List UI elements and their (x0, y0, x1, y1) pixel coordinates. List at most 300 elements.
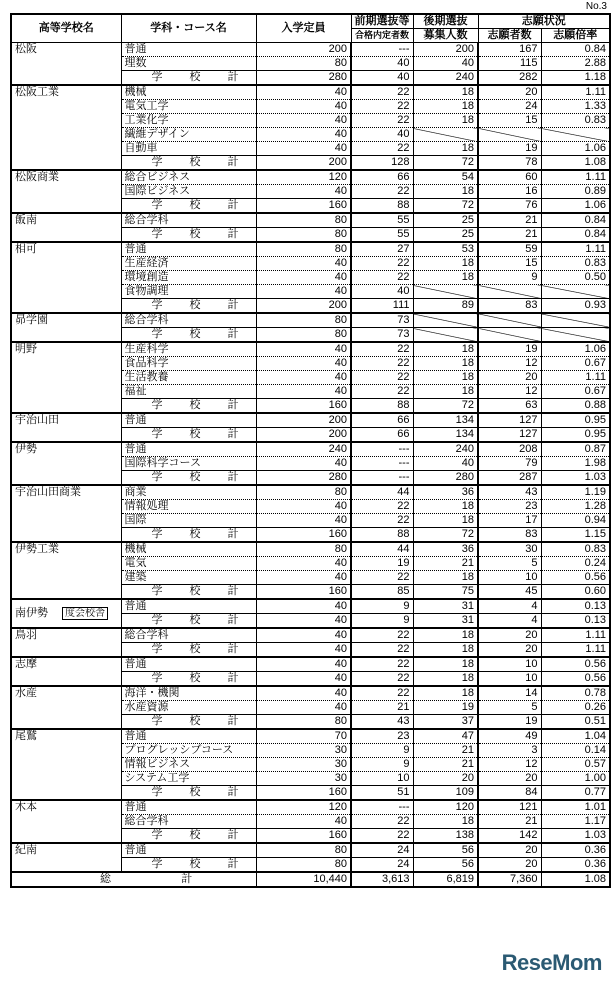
school-name-cell (11, 729, 121, 800)
applicants-cell: 4 (478, 599, 541, 614)
early-admit-cell: 22 (351, 271, 413, 285)
total-ratio-cell: 0.84 (541, 228, 610, 243)
early-admit-cell: 66 (351, 170, 413, 185)
school-name: 南伊勢 (15, 607, 48, 619)
applicants-cell: 3 (478, 744, 541, 758)
total-label-char: 校 (189, 643, 201, 655)
total-capacity-cell: 160 (256, 199, 351, 214)
total-label-char: 校 (189, 829, 201, 841)
total-ratio-cell: 0.13 (541, 614, 610, 629)
header-school: 高等学校名 (11, 14, 121, 43)
late-quota-cell: 240 (413, 442, 478, 457)
late-quota-cell (413, 313, 478, 328)
total-label-char: 校 (189, 715, 201, 727)
total-label-char: 校 (189, 428, 201, 440)
table-row (11, 43, 610, 57)
applicants-cell: 20 (478, 371, 541, 385)
total-label-char: 校 (189, 299, 201, 311)
early-admit-cell: 44 (351, 485, 413, 500)
total-early-admit-cell: 22 (351, 829, 413, 844)
school-name: 尾鷲 (15, 730, 37, 742)
ratio-cell: 1.19 (541, 485, 610, 500)
table-row (11, 628, 610, 643)
ratio-cell: 0.83 (541, 542, 610, 557)
total-label-char: 学 (151, 156, 163, 168)
applicants-cell: 20 (478, 772, 541, 786)
school-name-cell (11, 843, 121, 872)
course-name: 電気工学 (121, 100, 256, 114)
total-early-admit-cell: 22 (351, 643, 413, 658)
early-admit-cell: 22 (351, 257, 413, 271)
ratio-cell (541, 285, 610, 299)
school-total-label (121, 156, 256, 171)
early-admit-cell: --- (351, 43, 413, 57)
course-name: 総合学科 (121, 213, 256, 228)
capacity-cell: 40 (256, 686, 351, 701)
ratio-cell: 1.11 (541, 170, 610, 185)
total-capacity-cell: 280 (256, 71, 351, 86)
applicants-cell: 16 (478, 185, 541, 199)
total-label-char: 学 (151, 428, 163, 440)
total-label-char: 計 (227, 156, 239, 168)
ratio-cell: 1.06 (541, 342, 610, 357)
header-early-bottom: 合格内定者数 (351, 29, 413, 43)
early-admit-cell: 73 (351, 313, 413, 328)
school-name-cell (11, 43, 121, 86)
total-label-char: 計 (227, 858, 239, 870)
total-label-char: 計 (227, 228, 239, 240)
table-row (11, 170, 610, 185)
applicants-cell: 43 (478, 485, 541, 500)
course-name: 生活教養 (121, 371, 256, 385)
total-late-quota-cell: 18 (413, 643, 478, 658)
total-applicants-cell: 83 (478, 528, 541, 543)
late-quota-cell: 18 (413, 657, 478, 672)
ratio-cell: 0.56 (541, 657, 610, 672)
capacity-cell: 80 (256, 542, 351, 557)
school-name-cell (11, 542, 121, 599)
early-admit-cell: 22 (351, 815, 413, 829)
total-late-quota-cell: 240 (413, 71, 478, 86)
total-label-char: 計 (227, 786, 239, 798)
applicants-cell: 20 (478, 628, 541, 643)
applicants-cell: 5 (478, 701, 541, 715)
total-applicants-cell: 83 (478, 299, 541, 314)
total-label-char: 校 (189, 399, 201, 411)
grand-early-admit-cell: 3,613 (351, 872, 413, 887)
total-label-char: 校 (189, 199, 201, 211)
course-name: 普通 (121, 657, 256, 672)
early-admit-cell: 9 (351, 758, 413, 772)
table-row (11, 85, 610, 100)
total-early-admit-cell: 85 (351, 585, 413, 600)
total-label-char: 計 (227, 328, 239, 340)
applicants-cell: 10 (478, 657, 541, 672)
total-label-char: 計 (227, 829, 239, 841)
total-capacity-cell: 160 (256, 829, 351, 844)
capacity-cell: 40 (256, 185, 351, 199)
school-name: 松阪商業 (15, 171, 59, 183)
applicants-cell: 12 (478, 385, 541, 399)
total-label-char: 学 (151, 643, 163, 655)
school-name: 宇治山田 (15, 414, 59, 426)
total-label-char: 校 (189, 71, 201, 83)
late-quota-cell: 120 (413, 800, 478, 815)
course-name: 工業化学 (121, 114, 256, 128)
total-applicants-cell: 45 (478, 585, 541, 600)
total-label-char: 計 (227, 528, 239, 540)
ratio-cell: 0.95 (541, 413, 610, 428)
total-early-admit-cell: 88 (351, 399, 413, 414)
total-label-char: 学 (151, 399, 163, 411)
total-ratio-cell: 0.77 (541, 786, 610, 801)
total-applicants-cell: 287 (478, 471, 541, 486)
course-name: 普通 (121, 800, 256, 815)
capacity-cell: 80 (256, 242, 351, 257)
header-late-bottom: 募集人数 (413, 29, 478, 43)
course-name: 食物調理 (121, 285, 256, 299)
total-ratio-cell: 1.03 (541, 471, 610, 486)
applicants-cell: 15 (478, 114, 541, 128)
ratio-cell: 0.50 (541, 271, 610, 285)
early-admit-cell: 22 (351, 657, 413, 672)
total-late-quota-cell: 134 (413, 428, 478, 443)
late-quota-cell: 18 (413, 357, 478, 371)
total-ratio-cell: 0.56 (541, 672, 610, 687)
admission-status-table (10, 13, 611, 888)
school-total-label (121, 643, 256, 658)
ratio-cell: 1.06 (541, 142, 610, 156)
total-late-quota-cell: 37 (413, 715, 478, 730)
capacity-cell: 40 (256, 114, 351, 128)
ratio-cell: 1.17 (541, 815, 610, 829)
applicants-cell: 19 (478, 142, 541, 156)
capacity-cell: 30 (256, 772, 351, 786)
total-late-quota-cell (413, 328, 478, 343)
ratio-cell: 0.13 (541, 599, 610, 614)
early-admit-cell: 44 (351, 542, 413, 557)
school-name: 鳥羽 (15, 629, 37, 641)
total-label-char: 計 (227, 71, 239, 83)
table-row (11, 313, 610, 328)
campus-label: 度会校舎 (62, 607, 108, 620)
school-name-cell (11, 413, 121, 442)
school-total-label (121, 715, 256, 730)
course-name: 普通 (121, 242, 256, 257)
early-admit-cell: 22 (351, 500, 413, 514)
applicants-cell: 60 (478, 170, 541, 185)
total-applicants-cell: 84 (478, 786, 541, 801)
ratio-cell: 2.88 (541, 57, 610, 71)
late-quota-cell: 20 (413, 772, 478, 786)
total-capacity-cell: 160 (256, 585, 351, 600)
applicants-cell (478, 128, 541, 142)
applicants-cell: 20 (478, 85, 541, 100)
course-name: 商業 (121, 485, 256, 500)
course-name: 食品科学 (121, 357, 256, 371)
total-early-admit-cell: 73 (351, 328, 413, 343)
late-quota-cell: 36 (413, 542, 478, 557)
course-name: 環境創造 (121, 271, 256, 285)
course-name: 普通 (121, 599, 256, 614)
grand-total-label-right: 計 (121, 872, 256, 887)
late-quota-cell: 18 (413, 628, 478, 643)
total-label-char: 学 (151, 228, 163, 240)
late-quota-cell: 53 (413, 242, 478, 257)
ratio-cell: 1.04 (541, 729, 610, 744)
ratio-cell: 1.98 (541, 457, 610, 471)
total-label-char: 学 (151, 299, 163, 311)
course-name: 自動車 (121, 142, 256, 156)
school-name: 飯南 (15, 214, 37, 226)
ratio-cell: 0.84 (541, 43, 610, 57)
course-name: 国際 (121, 514, 256, 528)
course-name: 海洋・機関 (121, 686, 256, 701)
total-late-quota-cell: 72 (413, 399, 478, 414)
late-quota-cell: 18 (413, 514, 478, 528)
early-admit-cell: 19 (351, 557, 413, 571)
school-name-cell (11, 657, 121, 686)
applicants-cell: 121 (478, 800, 541, 815)
total-early-admit-cell: --- (351, 471, 413, 486)
total-late-quota-cell: 138 (413, 829, 478, 844)
header-early-top: 前期選抜等 (351, 14, 413, 29)
total-capacity-cell: 280 (256, 471, 351, 486)
total-capacity-cell: 200 (256, 299, 351, 314)
table-row (11, 686, 610, 701)
total-early-admit-cell: 22 (351, 672, 413, 687)
table-row (11, 800, 610, 815)
total-ratio-cell (541, 328, 610, 343)
course-name: 電気 (121, 557, 256, 571)
total-label-char: 校 (189, 585, 201, 597)
total-label-char: 校 (189, 672, 201, 684)
late-quota-cell: 18 (413, 342, 478, 357)
table-body (11, 43, 610, 888)
ratio-cell: 0.67 (541, 357, 610, 371)
capacity-cell: 40 (256, 657, 351, 672)
page-number: No.3 (585, 1, 607, 12)
total-early-admit-cell: 24 (351, 858, 413, 873)
capacity-cell: 80 (256, 843, 351, 858)
late-quota-cell: 56 (413, 843, 478, 858)
ratio-cell: 0.24 (541, 557, 610, 571)
ratio-cell: 1.11 (541, 371, 610, 385)
total-label-char: 学 (151, 199, 163, 211)
ratio-cell: 0.36 (541, 843, 610, 858)
total-capacity-cell: 200 (256, 156, 351, 171)
table-row (11, 485, 610, 500)
school-total-label (121, 585, 256, 600)
school-name-cell (11, 213, 121, 242)
total-label-char: 学 (151, 585, 163, 597)
total-applicants-cell: 127 (478, 428, 541, 443)
total-label-char: 校 (189, 614, 201, 626)
total-label-char: 校 (189, 471, 201, 483)
late-quota-cell: 18 (413, 571, 478, 585)
school-name-cell (11, 800, 121, 843)
early-admit-cell: --- (351, 442, 413, 457)
late-quota-cell: 18 (413, 185, 478, 199)
grand-capacity-cell: 10,440 (256, 872, 351, 887)
ratio-cell: 1.11 (541, 628, 610, 643)
school-total-label (121, 672, 256, 687)
course-name: プログレッシブコース (121, 744, 256, 758)
total-label-char: 校 (189, 858, 201, 870)
applicants-cell: 17 (478, 514, 541, 528)
ratio-cell: 1.11 (541, 242, 610, 257)
total-label-char: 計 (227, 585, 239, 597)
capacity-cell: 40 (256, 257, 351, 271)
course-name: 総合学科 (121, 628, 256, 643)
ratio-cell (541, 313, 610, 328)
course-name: システム工学 (121, 772, 256, 786)
applicants-cell: 59 (478, 242, 541, 257)
total-applicants-cell: 21 (478, 228, 541, 243)
total-capacity-cell: 160 (256, 528, 351, 543)
ratio-cell: 1.01 (541, 800, 610, 815)
course-name: 総合学科 (121, 815, 256, 829)
total-applicants-cell: 20 (478, 858, 541, 873)
capacity-cell: 120 (256, 170, 351, 185)
course-name: 情報処理 (121, 500, 256, 514)
school-name-cell (11, 342, 121, 413)
header-ratio: 志願倍率 (541, 29, 610, 43)
total-ratio-cell: 0.93 (541, 299, 610, 314)
total-label-char: 計 (227, 471, 239, 483)
total-label-char: 計 (227, 399, 239, 411)
late-quota-cell: 47 (413, 729, 478, 744)
late-quota-cell: 21 (413, 744, 478, 758)
total-label-char: 計 (227, 299, 239, 311)
total-applicants-cell: 282 (478, 71, 541, 86)
capacity-cell: 40 (256, 571, 351, 585)
total-capacity-cell: 40 (256, 672, 351, 687)
school-name: 水産 (15, 687, 37, 699)
total-capacity-cell: 160 (256, 399, 351, 414)
total-capacity-cell: 80 (256, 715, 351, 730)
late-quota-cell: 134 (413, 413, 478, 428)
total-late-quota-cell: 72 (413, 199, 478, 214)
total-ratio-cell: 1.08 (541, 156, 610, 171)
total-late-quota-cell: 72 (413, 528, 478, 543)
total-early-admit-cell: 88 (351, 199, 413, 214)
applicants-cell: 208 (478, 442, 541, 457)
capacity-cell: 200 (256, 413, 351, 428)
school-name: 明野 (15, 343, 37, 355)
ratio-cell: 0.94 (541, 514, 610, 528)
applicants-cell: 9 (478, 271, 541, 285)
course-name: 普通 (121, 442, 256, 457)
school-name-cell (11, 599, 121, 628)
total-early-admit-cell: 40 (351, 71, 413, 86)
applicants-cell: 24 (478, 100, 541, 114)
early-admit-cell: 55 (351, 213, 413, 228)
ratio-cell: 1.28 (541, 500, 610, 514)
header-course: 学科・コース名 (121, 14, 256, 43)
ratio-cell: 0.89 (541, 185, 610, 199)
school-total-label (121, 614, 256, 629)
ratio-cell: 0.84 (541, 213, 610, 228)
applicants-cell: 12 (478, 758, 541, 772)
applicants-cell: 115 (478, 57, 541, 71)
early-admit-cell: 40 (351, 285, 413, 299)
late-quota-cell: 40 (413, 457, 478, 471)
school-total-label (121, 328, 256, 343)
total-early-admit-cell: 66 (351, 428, 413, 443)
school-total-label (121, 199, 256, 214)
total-applicants-cell: 4 (478, 614, 541, 629)
capacity-cell: 120 (256, 800, 351, 815)
total-label-char: 学 (151, 528, 163, 540)
total-early-admit-cell: 55 (351, 228, 413, 243)
course-name: 国際科学コース (121, 457, 256, 471)
applicants-cell (478, 313, 541, 328)
total-late-quota-cell: 109 (413, 786, 478, 801)
course-name: 総合ビジネス (121, 170, 256, 185)
course-name: 福祉 (121, 385, 256, 399)
ratio-cell (541, 128, 610, 142)
total-ratio-cell: 1.15 (541, 528, 610, 543)
school-total-label (121, 428, 256, 443)
late-quota-cell: 18 (413, 271, 478, 285)
total-ratio-cell: 0.36 (541, 858, 610, 873)
grand-ratio-cell: 1.08 (541, 872, 610, 887)
ratio-cell: 0.83 (541, 114, 610, 128)
course-name: 機械 (121, 542, 256, 557)
applicants-cell: 10 (478, 571, 541, 585)
course-name: 情報ビジネス (121, 758, 256, 772)
total-early-admit-cell: 43 (351, 715, 413, 730)
total-late-quota-cell: 56 (413, 858, 478, 873)
course-name: 繊維デザイン (121, 128, 256, 142)
resemom-logo: ReseMom (501, 950, 602, 975)
school-name: 相可 (15, 243, 37, 255)
school-name-cell (11, 242, 121, 313)
grand-total-row (11, 872, 610, 887)
total-label-char: 学 (151, 328, 163, 340)
early-admit-cell: 22 (351, 185, 413, 199)
total-label-char: 校 (189, 786, 201, 798)
total-label-char: 校 (189, 156, 201, 168)
table-row (11, 242, 610, 257)
total-early-admit-cell: 88 (351, 528, 413, 543)
capacity-cell: 40 (256, 142, 351, 156)
capacity-cell: 80 (256, 57, 351, 71)
capacity-cell: 70 (256, 729, 351, 744)
school-name: 志摩 (15, 658, 37, 670)
applicants-cell: 12 (478, 357, 541, 371)
total-label-char: 計 (227, 199, 239, 211)
early-admit-cell: 9 (351, 744, 413, 758)
course-name: 機械 (121, 85, 256, 100)
applicants-cell: 167 (478, 43, 541, 57)
applicants-cell: 21 (478, 213, 541, 228)
total-late-quota-cell: 18 (413, 672, 478, 687)
early-admit-cell: 21 (351, 701, 413, 715)
ratio-cell: 0.87 (541, 442, 610, 457)
capacity-cell: 40 (256, 357, 351, 371)
school-name: 宇治山田商業 (15, 486, 81, 498)
table-row (11, 542, 610, 557)
total-applicants-cell: 142 (478, 829, 541, 844)
course-name: 普通 (121, 413, 256, 428)
total-label-char: 計 (227, 672, 239, 684)
total-label-char: 学 (151, 858, 163, 870)
applicants-cell: 49 (478, 729, 541, 744)
early-admit-cell: 22 (351, 628, 413, 643)
total-label-char: 計 (227, 715, 239, 727)
